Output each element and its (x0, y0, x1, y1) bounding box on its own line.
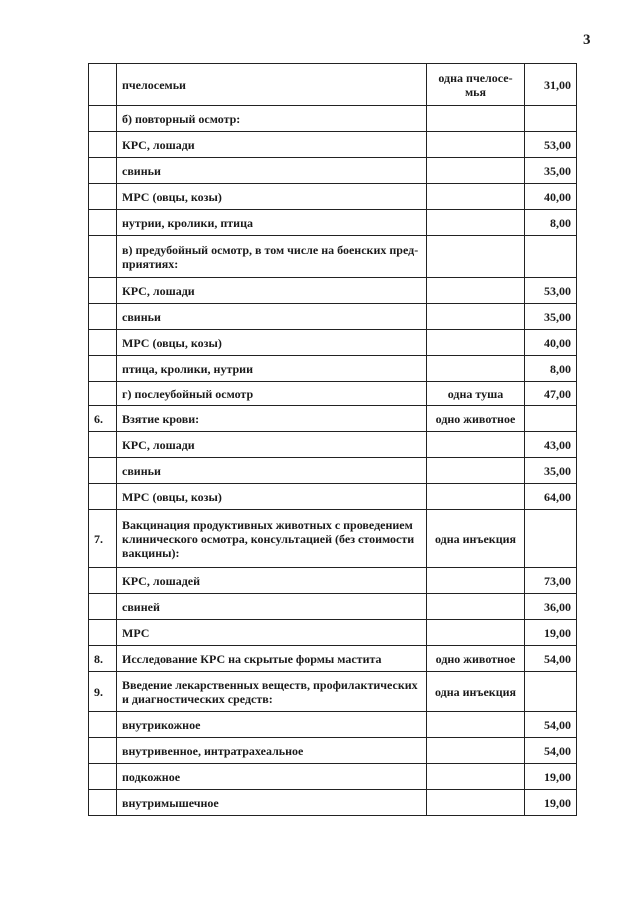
table-row (89, 406, 577, 432)
table-row (89, 278, 577, 304)
row-number (89, 738, 117, 764)
service-unit (427, 594, 525, 620)
service-name: МРС (овцы, козы) (117, 484, 427, 510)
service-name: в) предубойный осмотр, в том числе на боенских пред-приятиях: (117, 236, 427, 278)
row-number (89, 764, 117, 790)
table-row (89, 646, 577, 672)
service-price: 19,00 (525, 764, 577, 790)
service-price (525, 106, 577, 132)
table-row (89, 184, 577, 210)
service-name: внутривенное, интратрахеальное (117, 738, 427, 764)
service-unit (427, 236, 525, 278)
row-number: 9. (89, 672, 117, 712)
row-number (89, 432, 117, 458)
row-number (89, 184, 117, 210)
service-unit (427, 304, 525, 330)
row-number: 6. (89, 406, 117, 432)
service-price: 43,00 (525, 432, 577, 458)
service-price: 19,00 (525, 620, 577, 646)
table-row (89, 568, 577, 594)
service-name: Введение лекарственных веществ, профилактических и диагностических средств: (117, 672, 427, 712)
table-row (89, 158, 577, 184)
row-number (89, 158, 117, 184)
row-number (89, 132, 117, 158)
service-name: КРС, лошади (117, 278, 427, 304)
service-name: КРС, лошади (117, 432, 427, 458)
price-table (88, 63, 577, 816)
table-row (89, 132, 577, 158)
row-number (89, 790, 117, 816)
service-unit (427, 132, 525, 158)
service-price: 36,00 (525, 594, 577, 620)
service-price: 53,00 (525, 132, 577, 158)
service-unit (427, 356, 525, 382)
service-price (525, 510, 577, 568)
service-unit (427, 330, 525, 356)
price-table-body (89, 64, 577, 816)
service-name: нутрии, кролики, птица (117, 210, 427, 236)
service-price: 8,00 (525, 210, 577, 236)
row-number: 8. (89, 646, 117, 672)
service-price: 54,00 (525, 646, 577, 672)
table-row (89, 210, 577, 236)
row-number (89, 594, 117, 620)
row-number (89, 458, 117, 484)
service-unit (427, 158, 525, 184)
table-row (89, 510, 577, 568)
table-row (89, 330, 577, 356)
service-name: КРС, лошади (117, 132, 427, 158)
row-number (89, 106, 117, 132)
service-name: б) повторный осмотр: (117, 106, 427, 132)
service-name: подкожное (117, 764, 427, 790)
row-number (89, 210, 117, 236)
row-number (89, 712, 117, 738)
service-unit: одно животное (427, 646, 525, 672)
service-unit: одна инъекция (427, 510, 525, 568)
table-row (89, 594, 577, 620)
table-row (89, 64, 577, 106)
service-price: 54,00 (525, 738, 577, 764)
service-price (525, 406, 577, 432)
table-row (89, 382, 577, 406)
service-name: Исследование КРС на скрытые формы мастита (117, 646, 427, 672)
row-number (89, 330, 117, 356)
service-price: 40,00 (525, 184, 577, 210)
service-unit (427, 738, 525, 764)
service-price: 53,00 (525, 278, 577, 304)
row-number (89, 382, 117, 406)
service-price: 54,00 (525, 712, 577, 738)
row-number (89, 278, 117, 304)
row-number (89, 356, 117, 382)
row-number (89, 236, 117, 278)
service-name: свиньи (117, 458, 427, 484)
row-number (89, 484, 117, 510)
service-name: МРС (овцы, козы) (117, 330, 427, 356)
service-unit (427, 210, 525, 236)
table-row (89, 620, 577, 646)
service-unit: одна туша (427, 382, 525, 406)
service-unit (427, 458, 525, 484)
row-number (89, 64, 117, 106)
row-number (89, 568, 117, 594)
service-price: 73,00 (525, 568, 577, 594)
service-price: 64,00 (525, 484, 577, 510)
table-row (89, 458, 577, 484)
service-name: внутримышечное (117, 790, 427, 816)
table-row (89, 304, 577, 330)
service-unit (427, 278, 525, 304)
service-name: свиней (117, 594, 427, 620)
service-unit (427, 764, 525, 790)
table-row (89, 236, 577, 278)
service-unit (427, 712, 525, 738)
service-name: КРС, лошадей (117, 568, 427, 594)
service-name: Вакцинация продуктивных животных с проведением клинического осмотра, консультацией (без стоимости вакцины): (117, 510, 427, 568)
service-unit: одно животное (427, 406, 525, 432)
service-name: г) послеубойный осмотр (117, 382, 427, 406)
row-number (89, 620, 117, 646)
service-name: свиньи (117, 158, 427, 184)
service-name: свиньи (117, 304, 427, 330)
service-price (525, 236, 577, 278)
page-number: 3 (583, 32, 591, 48)
service-name: Взятие крови: (117, 406, 427, 432)
table-row (89, 356, 577, 382)
service-price: 35,00 (525, 304, 577, 330)
service-unit (427, 620, 525, 646)
table-row (89, 484, 577, 510)
service-price: 47,00 (525, 382, 577, 406)
service-unit (427, 484, 525, 510)
table-row (89, 764, 577, 790)
table-row (89, 106, 577, 132)
service-unit (427, 106, 525, 132)
service-name: птица, кролики, нутрии (117, 356, 427, 382)
service-name: пчелосемьи (117, 64, 427, 106)
service-unit (427, 432, 525, 458)
table-row (89, 790, 577, 816)
table-row (89, 738, 577, 764)
service-price: 31,00 (525, 64, 577, 106)
service-name: МРС (117, 620, 427, 646)
service-unit (427, 790, 525, 816)
service-unit: одна инъекция (427, 672, 525, 712)
service-price: 19,00 (525, 790, 577, 816)
service-price: 35,00 (525, 458, 577, 484)
service-unit (427, 568, 525, 594)
table-row (89, 712, 577, 738)
service-price: 35,00 (525, 158, 577, 184)
service-unit: одна пчелосе-мья (427, 64, 525, 106)
service-name: внутрикожное (117, 712, 427, 738)
row-number (89, 304, 117, 330)
table-row (89, 672, 577, 712)
row-number: 7. (89, 510, 117, 568)
service-price (525, 672, 577, 712)
table-row (89, 432, 577, 458)
service-price: 8,00 (525, 356, 577, 382)
service-name: МРС (овцы, козы) (117, 184, 427, 210)
service-unit (427, 184, 525, 210)
service-price: 40,00 (525, 330, 577, 356)
